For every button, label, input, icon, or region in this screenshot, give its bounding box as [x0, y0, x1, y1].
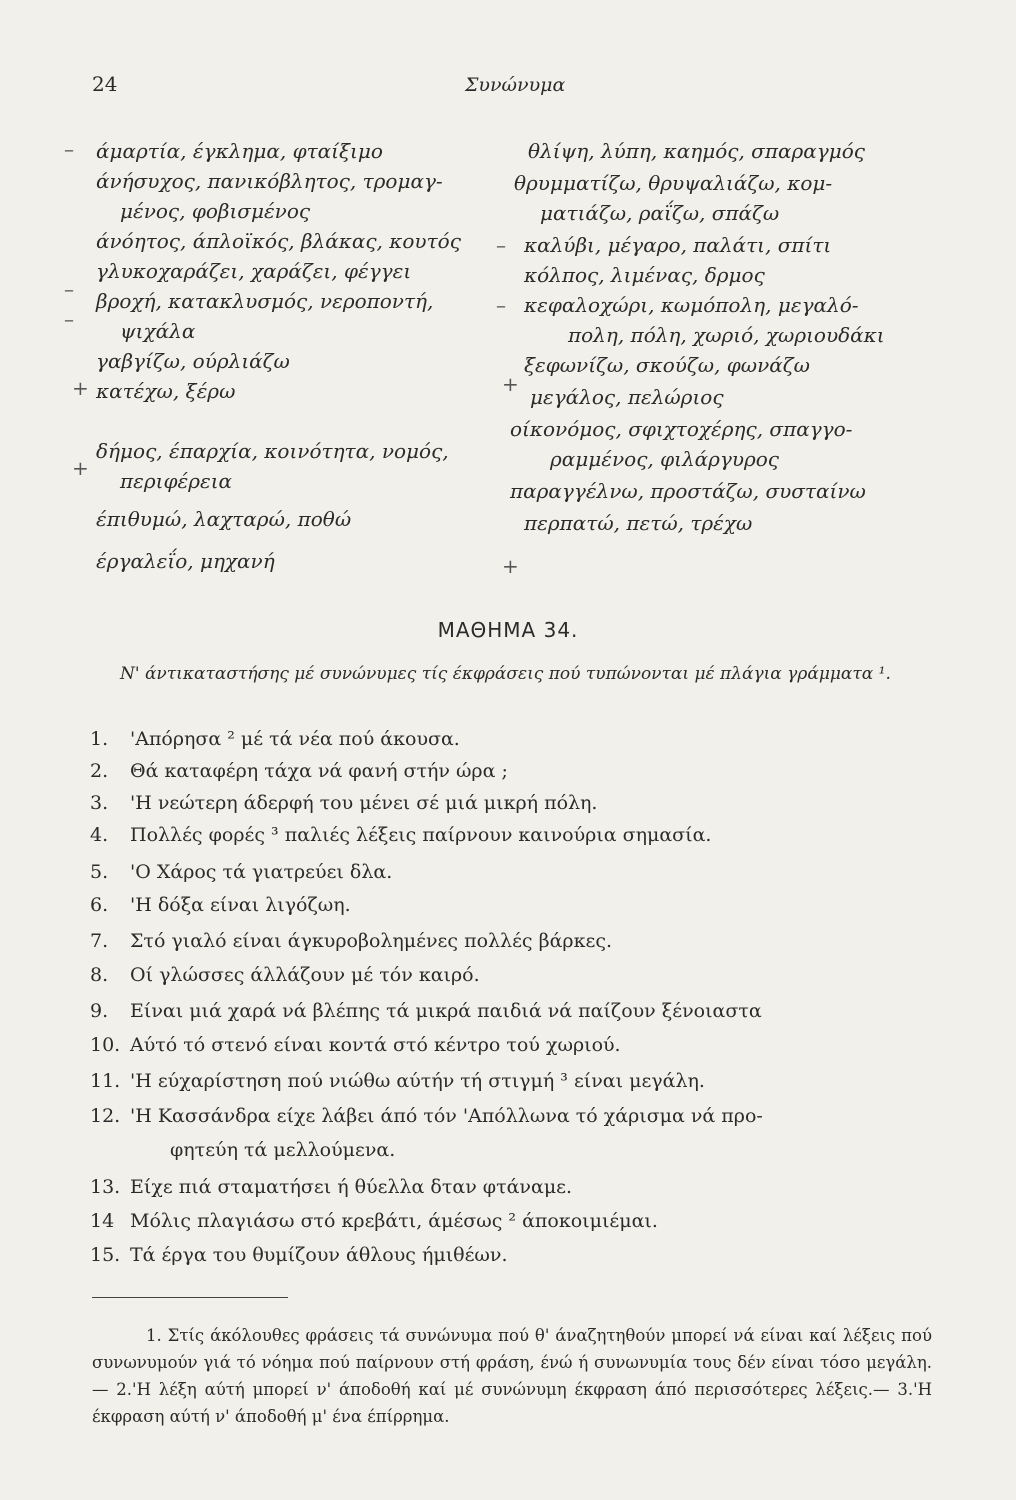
running-title: Συνώνυμα: [465, 74, 566, 96]
exercise-text: 'Η εύχαρίστηση πού νιώθω αύτήν τή στιγμή ³ είναι μεγάλη.: [130, 1070, 705, 1092]
dash-mark: –: [496, 293, 506, 317]
exercise-text: 'Απόρησα ² μέ τά νέα πού άκουσα.: [130, 728, 460, 750]
exercise-text: φητεύη τά μελλούμενα.: [170, 1139, 396, 1161]
exercise-text: Είχε πιά σταματήσει ή θύελλα δταν φτάναμε.: [130, 1176, 573, 1198]
exercise-item: 12. 'Η Κασσάνδρα είχε λάβει άπό τόν 'Απόλλωνα τό χάρισμα νά προ-: [90, 1105, 763, 1127]
word-line: ραμμένος, φιλάργυρος: [550, 447, 780, 471]
word-line: δήμος, έπαρχία, κοινότητα, νομός,: [96, 439, 449, 463]
word-line: έργαλεΐο, μηχανή: [96, 549, 275, 573]
exercise-item: 1. 'Απόρησα ² μέ τά νέα πού άκουσα.: [90, 728, 460, 750]
dash-mark: –: [496, 233, 506, 257]
exercise-item: 13. Είχε πιά σταματήσει ή θύελλα δταν φτάναμε.: [90, 1176, 573, 1198]
lesson-instruction: Ν' άντικαταστήσης μέ συνώνυμες τίς έκφράσεις πού τυπώνονται μέ πλάγια γράμματα ¹.: [120, 664, 891, 684]
word-line: έπιθυμώ, λαχταρώ, ποθώ: [96, 507, 352, 531]
exercise-item: 2. Θά καταφέρη τάχα νά φανή στήν ώρα ;: [90, 760, 508, 782]
plus-mark: +: [502, 554, 519, 578]
word-line: θλίψη, λύπη, καημός, σπαραγμός: [528, 139, 865, 163]
footnote-divider: [92, 1297, 288, 1298]
plus-mark: +: [72, 456, 89, 480]
exercise-text: Τά έργα του θυμίζουν άθλους ήμιθέων.: [130, 1244, 508, 1266]
word-line: περπατώ, πετώ, τρέχω: [524, 511, 753, 535]
exercise-text: 'Ο Χάρος τά γιατρεύει δλα.: [130, 861, 393, 883]
exercise-text: Μόλις πλαγιάσω στό κρεβάτι, άμέσως ² άποκοιμιέμαι.: [130, 1210, 658, 1232]
word-line: καλύβι, μέγαρο, παλάτι, σπίτι: [524, 233, 832, 257]
word-line: γλυκοχαράζει, χαράζει, φέγγει: [96, 259, 412, 283]
exercise-text: Είναι μιά χαρά νά βλέπης τά μικρά παιδιά νά παίζουν ξένοιαστα: [130, 1000, 762, 1022]
word-line: οίκονόμος, σφιχτοχέρης, σπαγγο-: [510, 417, 853, 441]
exercise-item: 3. 'Η νεώτερη άδερφή του μένει σέ μιά μικρή πόλη.: [90, 792, 598, 814]
word-line: μεγάλος, πελώριος: [530, 385, 724, 409]
exercise-item: 11. 'Η εύχαρίστηση πού νιώθω αύτήν τή στιγμή ³ είναι μεγάλη.: [90, 1070, 705, 1092]
exercise-item: 9. Είναι μιά χαρά νά βλέπης τά μικρά παιδιά νά παίζουν ξένοιαστα: [90, 1000, 762, 1022]
word-line: ψιχάλα: [120, 319, 196, 343]
plus-mark: +: [72, 376, 89, 400]
page-number: 24: [92, 72, 118, 96]
exercise-text: 'Η δόξα είναι λιγόζωη.: [130, 894, 351, 916]
exercise-item: 6. 'Η δόξα είναι λιγόζωη.: [90, 894, 351, 916]
exercise-item: 4. Πολλές φορές ³ παλιές λέξεις παίρνουν καινούρια σημασία.: [90, 824, 712, 846]
footnote: 1. Στίς άκόλουθες φράσεις τά συνώνυμα πού θ' άναζητηθούν μπορεί νά είναι καί λέξεις πού συνωνυμούν γιά τό νόημα πού παίρνουν στή φράση, ένώ ή συνωνυμία τους δέν είναι τόσο μεγάλη.— 2.'Η λέξη αύτή μπορεί ν' άποδοθή καί μέ συνώνυμη έκφραση άπό περισσότερες λέξεις.— 3.'Η έκφραση αύτή ν' άποδοθή μ' ένα έπίρρημα.: [92, 1326, 932, 1426]
exercise-text: Αύτό τό στενό είναι κοντά στό κέντρο τού χωριού.: [130, 1034, 621, 1056]
dash-mark: –: [64, 307, 74, 331]
word-line: ματιάζω, ραΐζω, σπάζω: [540, 201, 780, 225]
exercise-text: Θά καταφέρη τάχα νά φανή στήν ώρα ;: [130, 760, 508, 782]
exercise-text: Οί γλώσσες άλλάζουν μέ τόν καιρό.: [130, 964, 480, 986]
exercise-item: 10. Αύτό τό στενό είναι κοντά στό κέντρο τού χωριού.: [90, 1034, 621, 1056]
exercise-item: [90, 1135, 930, 1165]
word-line: κόλπος, λιμένας, δρμος: [524, 263, 765, 287]
plus-mark: +: [502, 372, 519, 396]
word-line: άμαρτία, έγκλημα, φταίξιμο: [96, 139, 383, 163]
exercise-item: 14 Μόλις πλαγιάσω στό κρεβάτι, άμέσως ² άποκοιμιέμαι.: [90, 1210, 658, 1232]
exercise-text: 'Η Κασσάνδρα είχε λάβει άπό τόν 'Απόλλωνα τό χάρισμα νά προ-: [130, 1105, 763, 1127]
word-line: κεφαλοχώρι, κωμόπολη, μεγαλό-: [524, 293, 859, 317]
dash-mark: –: [64, 137, 74, 161]
word-line: γαβγίζω, ούρλιάζω: [96, 349, 290, 373]
exercise-text: Πολλές φορές ³ παλιές λέξεις παίρνουν καινούρια σημασία.: [130, 824, 712, 846]
exercise-text: 'Η νεώτερη άδερφή του μένει σέ μιά μικρή πόλη.: [130, 792, 598, 814]
word-line: ξεφωνίζω, σκούζω, φωνάζω: [524, 353, 810, 377]
exercise-item: 15. Τά έργα του θυμίζουν άθλους ήμιθέων.: [90, 1244, 508, 1266]
exercise-item: 5. 'Ο Χάρος τά γιατρεύει δλα.: [90, 861, 393, 883]
word-line: μένος, φοβισμένος: [120, 199, 311, 223]
dash-mark: –: [64, 277, 74, 301]
word-line: πολη, πόλη, χωριό, χωριουδάκι: [568, 323, 885, 347]
word-line: θρυμματίζω, θρυψαλιάζω, κομ-: [514, 171, 833, 195]
word-line: παραγγέλνω, προστάζω, συσταίνω: [510, 479, 866, 503]
exercise-item: 8. Οί γλώσσες άλλάζουν μέ τόν καιρό.: [90, 964, 480, 986]
word-line: περιφέρεια: [120, 469, 233, 493]
word-line: βροχή, κατακλυσμός, νεροποντή,: [96, 289, 434, 313]
exercise-text: Στό γιαλό είναι άγκυροβολημένες πολλές βάρκες.: [130, 930, 612, 952]
word-line: κατέχω, ξέρω: [96, 379, 236, 403]
word-line: άνήσυχος, πανικόβλητος, τρομαγ-: [96, 169, 443, 193]
exercise-item: 7. Στό γιαλό είναι άγκυροβολημένες πολλές βάρκες.: [90, 930, 612, 952]
lesson-title: ΜΑΘΗΜΑ 34.: [437, 618, 579, 642]
word-line: άνόητος, άπλοϊκός, βλάκας, κουτός: [96, 229, 461, 253]
